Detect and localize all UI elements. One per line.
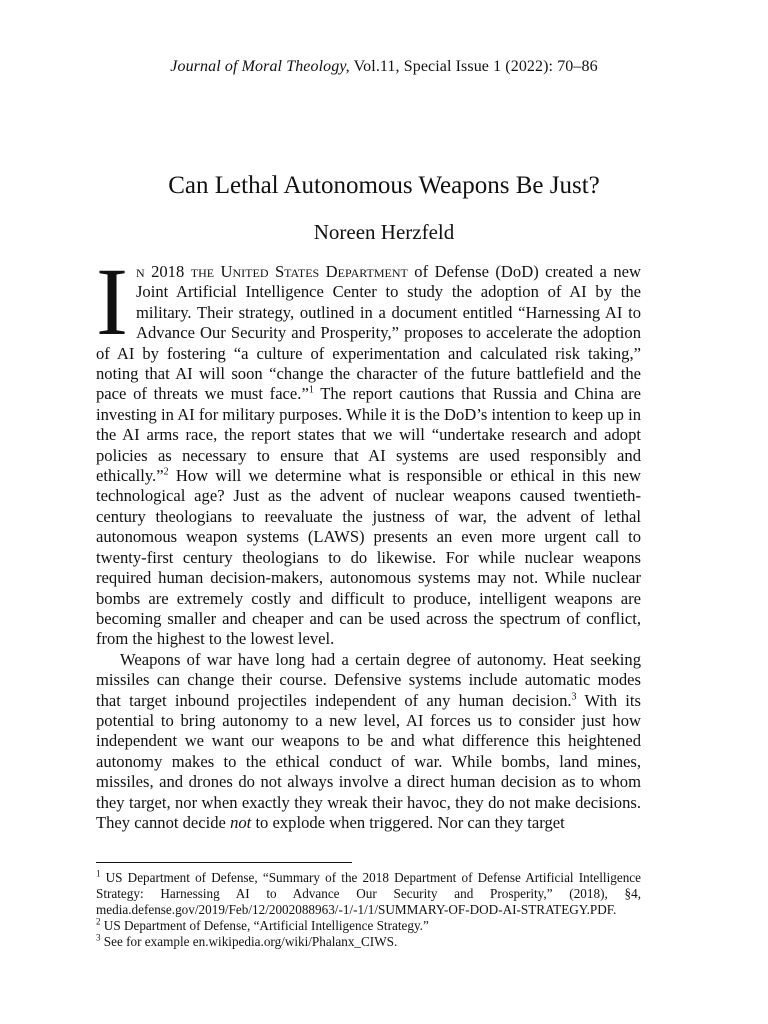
- lead-in-smallcaps: n 2018 the United States Department: [135, 262, 408, 281]
- footnotes: [96, 870, 641, 950]
- paragraph-1: [96, 248, 641, 650]
- footnote-ref-1[interactable]: 1: [308, 384, 314, 396]
- drop-cap: I: [96, 248, 128, 355]
- paragraph-2-text-a: Weapons of war have long had a certain degree of autonomy. Heat seeking missiles can change their course. Defensive systems include automatic modes that target inbound projectiles independent of any human decision.: [96, 649, 641, 710]
- footnote-1-mark: 1: [96, 868, 101, 879]
- journal-name: Journal of Moral Theology,: [170, 58, 350, 75]
- footnote-1-text: US Department of Defense, “Summary of the 2018 Department of Defense Artificial Intelligence Strategy: Harnessing AI to Advance Our Security and Prosperity,” (2018), §4, media.defense.gov/2019/Feb/12/2002088963/-1/-1/1/SUMMARY-OF-DOD-AI-STRATEGY.PDF.: [96, 870, 641, 917]
- paragraph-1-text-b: The report cautions that Russia and China are investing in AI for military purposes. While it is the DoD’s intention to keep up in the AI arms race, the report states that we will “undertake research and adopt policies as necessary to ensure that AI systems are used responsibly and ethically.”: [96, 384, 641, 486]
- paragraph-2-text-b: With its potential to bring autonomy to a new level, AI forces us to consider just how independent we want our weapons to be and what difference this heightened autonomy makes to the ethical conduct of war. While bombs, land mines, missiles, and drones do not always involve a direct human decision as to whom they target, nor when exactly they wreak their havoc, they do not make decisions. They cannot decide: [96, 690, 641, 832]
- emphasis-not: not: [230, 812, 252, 832]
- footnote-3-mark: 3: [96, 932, 101, 943]
- footnote-divider: [96, 862, 352, 863]
- footnote-ref-2[interactable]: 2: [163, 466, 169, 478]
- article-body: [96, 248, 641, 833]
- journal-details: Vol.11, Special Issue 1 (2022): 70–86: [349, 58, 598, 75]
- article-title: Can Lethal Autonomous Weapons Be Just?: [168, 172, 600, 199]
- footnote-2: [96, 918, 641, 934]
- paragraph-2: [96, 650, 641, 834]
- running-header: [0, 58, 768, 76]
- paragraph-2-text-c: to explode when triggered. Nor can they target: [251, 812, 565, 832]
- footnote-2-text: US Department of Defense, “Artificial Intelligence Strategy.”: [100, 918, 429, 933]
- paragraph-1-text-a: of Defense (DoD) created a new Joint Artificial Intelligence Center to study the adoption of AI by the military. Their strategy, outlined in a document entitled “Harnessing AI to Advance Our Security and Prosperity,” proposes to accelerate the adoption of AI by fostering “a culture of experimentation and calculated risk taking,” noting that AI will soon “change the character of the future battlefield and the pace of threats we must face.”: [96, 262, 641, 404]
- footnote-3-text: See for example en.wikipedia.org/wiki/Phalanx_CIWS.: [100, 934, 398, 949]
- footnote-2-mark: 2: [96, 916, 101, 927]
- footnote-3: [96, 934, 641, 950]
- footnote-ref-3[interactable]: 3: [571, 691, 577, 702]
- article-author: Noreen Herzfeld: [313, 220, 455, 244]
- footnote-1: [96, 870, 641, 918]
- paragraph-1-text-c: How will we determine what is responsible or ethical in this new technological age? Just as the advent of nuclear weapons caused twentieth-century theologians to reevaluate the justness of war, the advent of lethal autonomous weapon systems (LAWS) presents an even more urgent call to twenty-first century theologians to do likewise. For while nuclear weapons required human decision-makers, autonomous systems may not. While nuclear bombs are extremely costly and difficult to produce, intelligent weapons are becoming smaller and cheaper and can be used across the spectrum of conflict, from the highest to the lowest level.: [96, 466, 641, 649]
